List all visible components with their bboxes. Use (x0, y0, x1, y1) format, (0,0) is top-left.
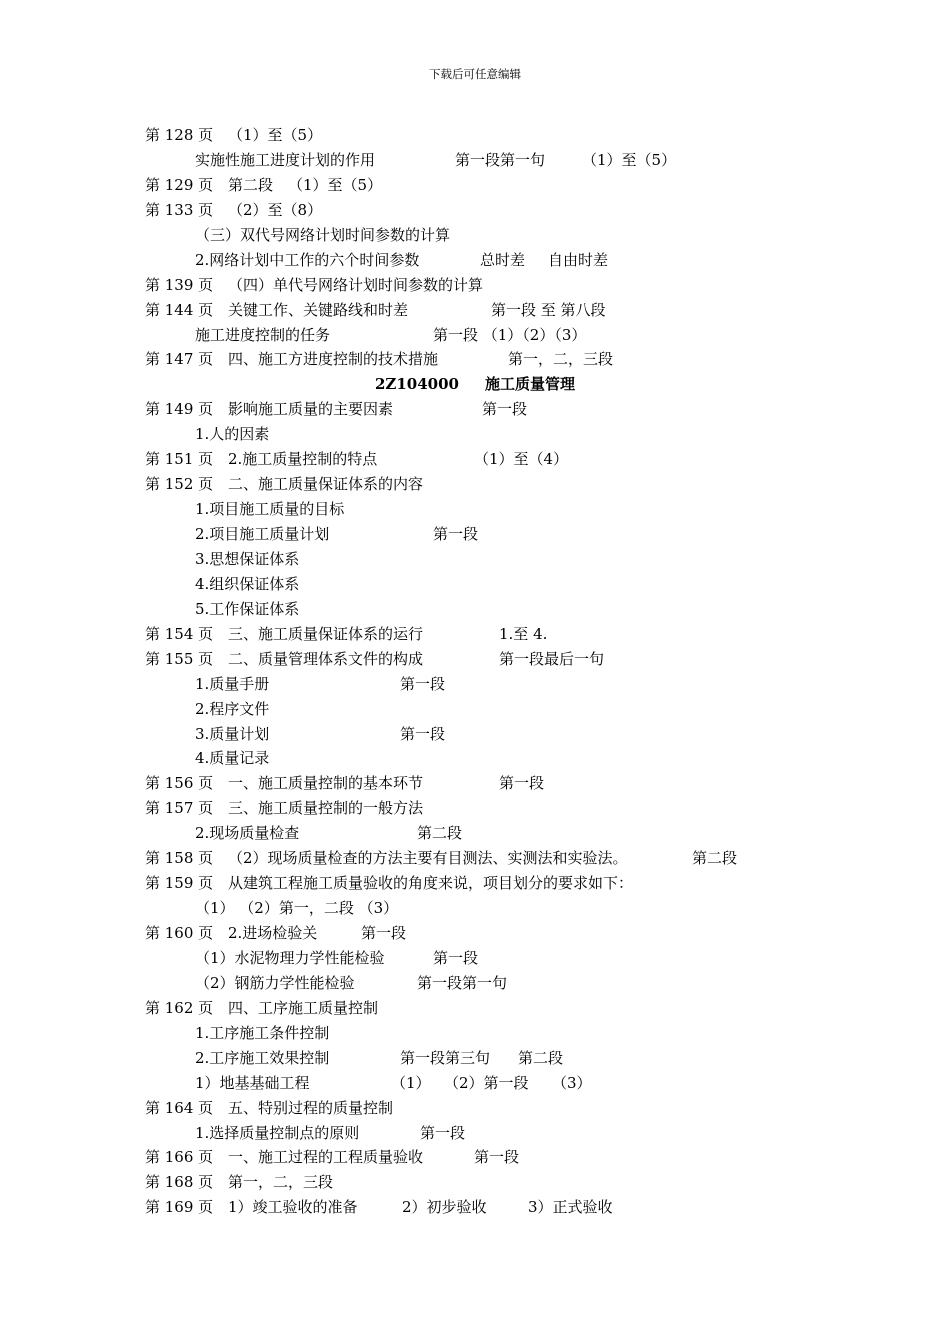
line-text: 第一段 (420, 1123, 466, 1142)
line-text: （1）至（5） (288, 175, 383, 194)
text-line (0, 422, 950, 447)
text-line (0, 347, 950, 372)
line-text: 第二段 (518, 1048, 564, 1067)
text-line (0, 622, 950, 647)
text-line (0, 497, 950, 522)
line-text: 二、施工质量保证体系的内容 (228, 475, 424, 494)
line-text: 1.选择质量控制点的原则 (195, 1123, 360, 1142)
line-text: 四、工序施工质量控制 (228, 998, 379, 1017)
text-line (0, 771, 950, 796)
text-line (0, 846, 950, 871)
line-text: 第一段 (433, 948, 479, 967)
section-title-row (0, 372, 950, 397)
line-text: 4.组织保证体系 (195, 574, 300, 593)
page-ref: 第 166 页 (145, 1148, 214, 1167)
text-line (0, 447, 950, 472)
text-line (0, 173, 950, 198)
page-ref: 第 168 页 (145, 1173, 214, 1192)
text-line (0, 1096, 950, 1121)
text-line (0, 996, 950, 1021)
section-title: 2Z104000 施工质量管理 (374, 375, 576, 394)
line-text: 第一段 (433, 525, 479, 543)
page-ref: 第 169 页 (145, 1198, 214, 1217)
text-line (0, 472, 950, 497)
line-text: 2.进场检验关 (228, 924, 318, 942)
text-line (0, 223, 950, 248)
text-line (0, 1121, 950, 1146)
line-text: 2）初步验收 (402, 1198, 487, 1217)
line-text: 从建筑工程施工质量验收的角度来说，项目划分的要求如下： (228, 874, 634, 893)
text-line (0, 1021, 950, 1046)
line-text: 四、施工方进度控制的技术措施 (228, 350, 439, 369)
page-ref: 第 159 页 (145, 874, 214, 893)
line-text: 2.项目施工质量计划 (195, 525, 330, 543)
line-text: 2.程序文件 (195, 699, 270, 718)
line-text: 第一段第三句 (400, 1048, 491, 1067)
line-text: （2）现场质量检查的方法主要有目测法、实测法和实验法。 (228, 849, 628, 868)
line-text: 一、施工质量控制的基本环节 (228, 774, 424, 793)
line-text: 总时差 (480, 250, 526, 269)
line-text: 1.工序施工条件控制 (195, 1023, 330, 1042)
page-ref: 第 155 页 (145, 649, 214, 668)
line-text: 五、特别过程的质量控制 (228, 1098, 394, 1117)
line-text: 第一段 （1）（2）（3） (433, 325, 587, 344)
text-line (0, 597, 950, 622)
line-text: 1.项目施工质量的目标 (195, 500, 345, 519)
text-line (0, 522, 950, 547)
page-ref: 第 157 页 (145, 799, 214, 818)
text-line (0, 796, 950, 821)
page-ref: 第 162 页 (145, 998, 214, 1017)
line-text: 第二段 (692, 849, 738, 868)
text-line (0, 547, 950, 572)
line-text: 影响施工质量的主要因素 (228, 400, 394, 419)
line-text: 2.施工质量控制的特点 (228, 450, 378, 469)
line-text: （1）至（4） (474, 450, 569, 469)
line-text: 三、施工质量控制的一般方法 (228, 799, 424, 818)
text-line (0, 397, 950, 422)
page-ref: 第 129 页 (145, 175, 214, 194)
page-ref: 第 156 页 (145, 774, 214, 793)
line-text: （2）钢筋力学性能检验 (195, 973, 355, 992)
text-line (0, 921, 950, 946)
line-text: 3.思想保证体系 (195, 549, 300, 568)
line-text: （1）水泥物理力学性能检验 (195, 948, 385, 967)
text-line (0, 298, 950, 323)
text-line (0, 1170, 950, 1195)
line-text: 实施性施工进度计划的作用 (195, 150, 376, 169)
line-text: （1）至（5） (228, 126, 323, 144)
line-text: 1）地基基础工程 (195, 1073, 310, 1092)
line-text: 三、施工质量保证体系的运行 (228, 624, 424, 643)
line-text: 第一段 (361, 924, 407, 942)
text-line (0, 148, 950, 173)
text-line (0, 1195, 950, 1220)
line-text: 4.质量记录 (195, 749, 270, 768)
line-text: （1） （2）第一，二段 （3） (195, 899, 399, 918)
text-line (0, 697, 950, 722)
line-text: 5.工作保证体系 (195, 599, 300, 618)
page-ref: 第 154 页 (145, 624, 214, 643)
line-text: 2.网络计划中工作的六个时间参数 (195, 250, 420, 269)
line-text: （1） (391, 1073, 431, 1092)
text-line (0, 323, 950, 348)
line-text: 第一段 (474, 1148, 520, 1167)
page-ref: 第 164 页 (145, 1098, 214, 1117)
text-line (0, 1071, 950, 1096)
text-line (0, 672, 950, 697)
line-text: 3）正式验收 (528, 1198, 613, 1217)
page-ref: 第 158 页 (145, 849, 214, 868)
document-body (0, 123, 950, 1220)
line-text: 第一段最后一句 (499, 649, 605, 668)
page-ref: 第 139 页 (145, 275, 214, 294)
text-line (0, 572, 950, 597)
text-line (0, 647, 950, 672)
page-ref: 第 160 页 (145, 924, 214, 942)
text-line (0, 1046, 950, 1071)
text-line (0, 871, 950, 896)
line-text: 第一，二，三段 (228, 1173, 334, 1192)
line-text: 1.人的因素 (195, 425, 270, 444)
line-text: 1.至 4. (499, 624, 548, 643)
page-ref: 第 151 页 (145, 450, 214, 469)
line-text: （3） (552, 1073, 592, 1092)
page-ref: 第 149 页 (145, 400, 214, 419)
page-ref: 第 147 页 (145, 350, 214, 369)
line-text: （2）第一段 (444, 1073, 529, 1092)
line-text: 3.质量计划 (195, 724, 270, 743)
line-text: 第一，二，三段 (508, 350, 614, 369)
line-text: 第一段 至 第八段 (491, 300, 606, 319)
line-text: 第一段 (400, 674, 446, 693)
line-text: 1.质量手册 (195, 674, 270, 693)
page-ref: 第 152 页 (145, 475, 214, 494)
text-line (0, 722, 950, 747)
line-text: 第一段第一句 (455, 150, 546, 169)
line-text: 2.现场质量检查 (195, 824, 300, 843)
line-text: 一、施工过程的工程质量验收 (228, 1148, 424, 1167)
page-ref: 第 128 页 (145, 126, 214, 144)
text-line (0, 123, 950, 148)
line-text: 第一段 (400, 724, 446, 743)
page-ref: 第 133 页 (145, 200, 214, 219)
line-text: 2.工序施工效果控制 (195, 1048, 330, 1067)
line-text: 二、质量管理体系文件的构成 (228, 649, 424, 668)
text-line (0, 971, 950, 996)
line-text: 关键工作、关键路线和时差 (228, 300, 409, 319)
line-text: 施工进度控制的任务 (195, 325, 331, 344)
text-line (0, 946, 950, 971)
line-text: 第一段 (482, 400, 528, 419)
page-header: 下载后可任意编辑 (429, 67, 521, 81)
page-ref: 第 144 页 (145, 300, 214, 319)
line-text: 1）竣工验收的准备 (228, 1198, 358, 1217)
line-text: 第二段 (228, 175, 274, 194)
line-text: 第一段第一句 (417, 973, 508, 992)
line-text: （2）至（8） (228, 200, 323, 219)
text-line (0, 746, 950, 771)
text-line (0, 896, 950, 921)
text-line (0, 1145, 950, 1170)
line-text: （三）双代号网络计划时间参数的计算 (195, 225, 451, 244)
text-line (0, 273, 950, 298)
line-text: 第二段 (417, 824, 463, 843)
line-text: 第一段 (499, 774, 545, 793)
text-line (0, 248, 950, 273)
text-line (0, 821, 950, 846)
line-text: （1）至（5） (582, 150, 677, 169)
text-line (0, 198, 950, 223)
line-text: 自由时差 (548, 250, 609, 269)
line-text: （四）单代号网络计划时间参数的计算 (228, 275, 484, 294)
